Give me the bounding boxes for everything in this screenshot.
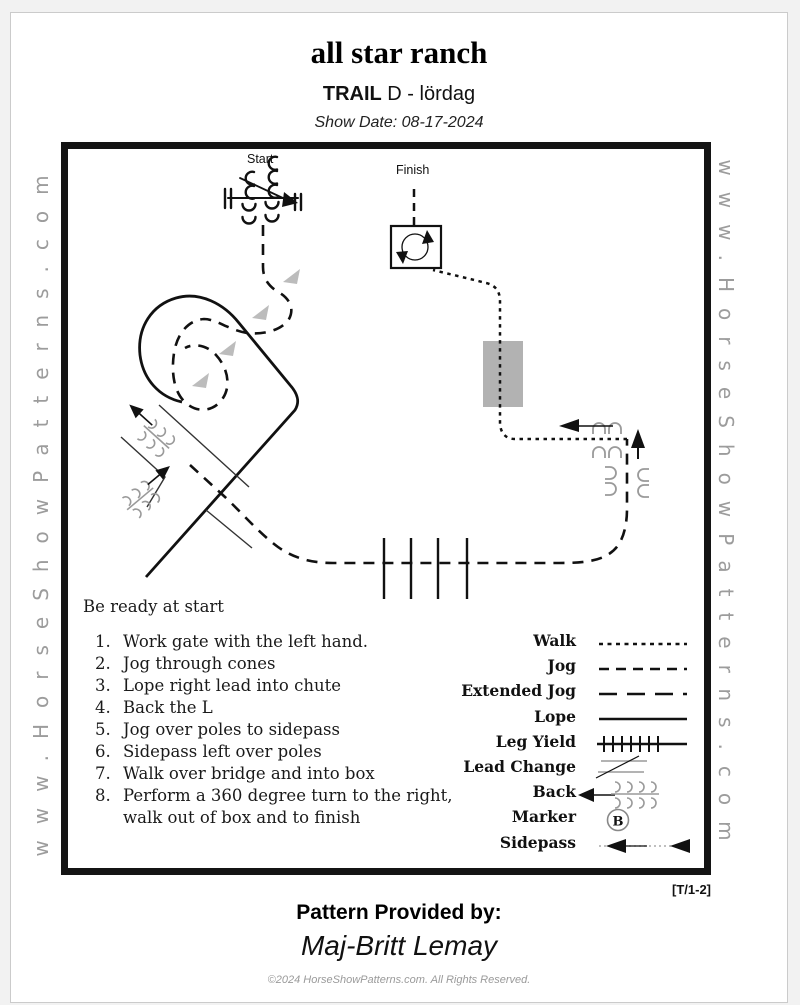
jog-serpentine-path [173,225,291,410]
event-type: TRAIL [322,83,382,105]
start-label: Start [247,152,274,166]
cone-icons [192,269,300,388]
instruction-item: 4. Back the L [95,698,213,717]
jog-poles [384,538,467,599]
legend-label-sidepass: Sidepass [499,832,576,852]
page-title: all star ranch [310,35,488,70]
legend-label-lead-change: Lead Change [463,756,576,776]
back-icon-lower [119,461,182,520]
instruction-item: 6. Sidepass left over poles [95,742,322,761]
legend-label-extended-jog: Extended Jog [461,681,576,701]
bridge [483,341,523,407]
finish-label: Finish [396,163,430,177]
legend-label-marker: Marker [511,807,576,827]
event-class: D - lördag [381,83,476,105]
instruction-item: 1. Work gate with the left hand. [95,632,369,651]
provided-by-label: Pattern Provided by: [296,901,502,924]
pattern-code: [T/1-2] [672,882,711,897]
travel-up-arrow [631,429,645,459]
show-date: Show Date: 08-17-2024 [314,114,484,131]
instruction-item: 5. Jog over poles to sidepass [95,720,340,739]
pattern-diagram-box [61,142,711,875]
legend [416,628,576,855]
instruction-item: 3. Lope right lead into chute [95,676,341,695]
legend-sidepass-symbol [599,839,690,853]
back-chute-rails [121,405,252,548]
jog-over-poles-path [190,439,627,563]
ready-text: Be ready at start [83,597,224,616]
instructions-list [83,597,455,829]
legend-label-back: Back [532,782,576,802]
legend-back-symbol [578,782,659,808]
event-subtitle [11,83,787,106]
instruction-item: 2. Jog through cones [95,654,276,673]
back-icon-upper [116,400,177,459]
legend-marker-symbol [608,810,629,831]
legend-label-jog: Jog [547,656,576,676]
walk-path [433,270,627,439]
pattern-sheet [10,12,788,1003]
turn-box [391,226,441,268]
gate-icon [225,157,301,224]
legend-label-lope: Lope [534,706,576,726]
sidepass-poles [593,423,649,497]
instruction-item: 8. Perform a 360 degree turn to the right, walk out of box and to finish [95,786,453,827]
legend-lead-change-symbol [596,756,647,778]
legend-leg-yield-symbol [597,736,687,752]
provided-by-name: Maj-Britt Lemay [300,930,498,961]
legend-label-walk: Walk [533,631,576,650]
watermark-right: www.HorseShowPatterns.com [714,159,738,857]
watermark-left: www.HorseShowPatterns.com [29,159,53,857]
copyright-text: ©2024 HorseShowPatterns.com. All Rights Reserved. [267,974,531,986]
legend-label-leg-yield: Leg Yield [495,731,576,751]
marker-letter: B [612,814,624,830]
lope-path [140,296,298,577]
instruction-item: 7. Walk over bridge and into box [95,764,375,783]
